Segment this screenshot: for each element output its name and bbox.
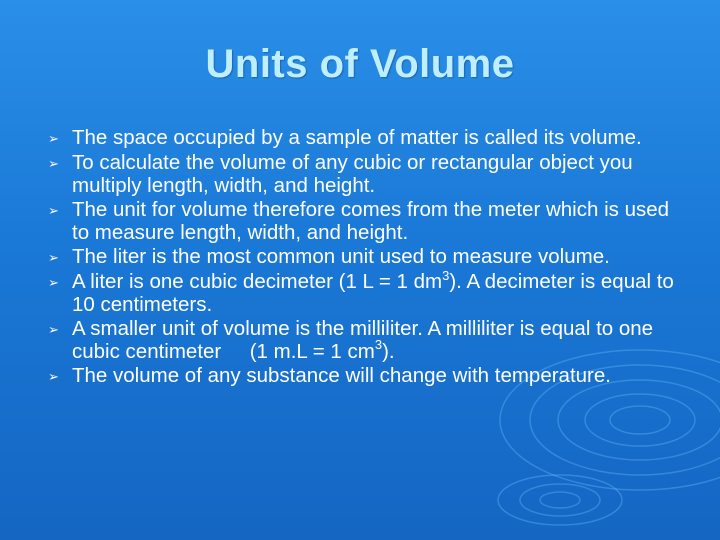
bullet-text: A liter is one cubic decimeter (1 L = 1 $dm^3$). A decimeter is equal to 10 centimeters. [72, 267, 674, 316]
bullet-text: A smaller unit of volume is the milliliter. A milliliter is equal to one cubic centimeter (1 m.L = 1 $cm^3$). [72, 317, 659, 363]
arrow-bullet-icon: ➢ [48, 369, 59, 385]
arrow-bullet-icon: ➢ [48, 275, 59, 291]
superscript: 3 [374, 336, 383, 352]
arrow-bullet-icon: ➢ [48, 322, 59, 338]
arrow-bullet-icon: ➢ [48, 203, 59, 219]
bullet-text: The space occupied by a sample of matter is called its volume. [72, 126, 642, 149]
bullet-text: The unit for volume therefore comes from the meter which is used to measure length, width, and height. [72, 198, 670, 244]
bullet-item [48, 318, 688, 363]
bullet-item [48, 267, 688, 316]
bullet-item [48, 199, 688, 244]
arrow-bullet-icon: ➢ [48, 131, 59, 146]
superscript: 3 [442, 267, 450, 283]
bullet-text: The liter is the most common unit used to measure volume. [72, 245, 610, 269]
bullet-item [48, 152, 688, 197]
bullet-item [48, 246, 688, 269]
slide-title: Units of Volume [205, 42, 515, 86]
bullet-list [48, 127, 688, 390]
bullet-text: The volume of any substance will change with temperature. [72, 364, 611, 388]
bullet-text: To calculate the volume of any cubic or rectangular object you multiply length, width, and height. [72, 151, 633, 197]
arrow-bullet-icon: ➢ [48, 250, 59, 266]
bullet-item [48, 365, 688, 388]
bullet-item [48, 127, 688, 150]
arrow-bullet-icon: ➢ [48, 156, 59, 172]
